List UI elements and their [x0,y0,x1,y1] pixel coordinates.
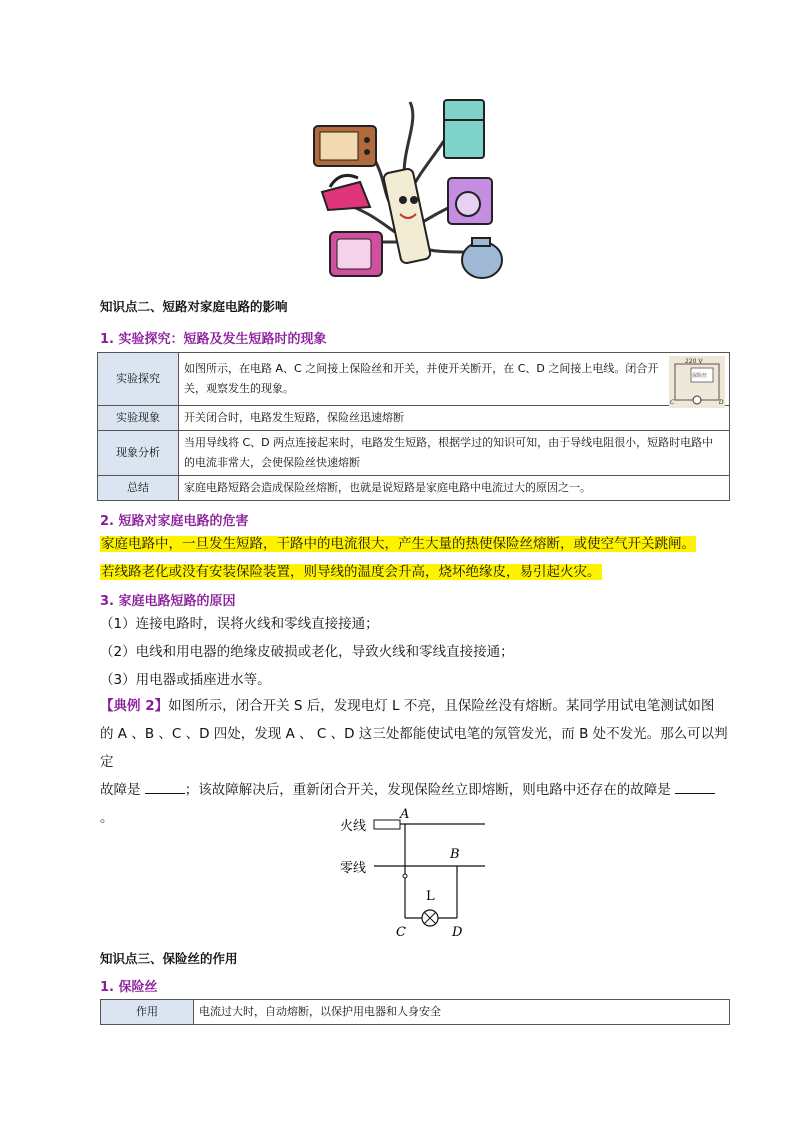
row-label: 实验探究 [98,353,179,406]
hazard-paragraph [100,530,740,586]
lamp-label: L [426,889,435,904]
thumb-fuse-label: 保险丝 [692,373,708,379]
subheading-causes: 3. 家庭电路短路的原因 [100,594,236,609]
row-text: 开关闭合时，电路发生短路，保险丝迅速熔断 [179,406,730,431]
thumb-voltage: 220 V [685,358,703,365]
answer-blank-2[interactable] [675,779,715,794]
row-text: 如图所示，在电路 A、C 之间接上保险丝和开关，并使开关断开，在 C、D 之间接上电线。闭合开关，观察发生的现象。 220 V 保险丝 C D [179,353,730,406]
row-label: 作用 [101,1000,194,1025]
circuit-diagram [330,800,500,940]
table-row [98,431,730,476]
example-question: 【典例 2】如图所示，闭合开关 S 后，发现电灯 L 不亮，且保险丝没有熔断。某同学用试电笔测试如图 的 A 、B 、C 、D 四处，发现 A 、 C 、D 这三处都能使试电笔的氖管发光，而 B 处不发光。那么可以判定 故障是 ；该故障解决后，重新闭合开关，发现保险丝立即熔断，则电路中还存在的故障是 。 [100,698,728,826]
row-label: 总结 [98,476,179,501]
thumb-c-label: C [670,399,675,406]
point-a-label: A [400,807,410,822]
list-item: （1）连接电路时，误将火线和零线直接接通； [100,616,379,632]
fuse-circuit-thumbnail [669,356,725,408]
row-text: 家庭电路短路会造成保险丝熔断，也就是说短路是家庭电路中电流过大的原因之一。 [179,476,730,501]
row-label: 现象分析 [98,431,179,476]
table-row [98,353,730,406]
answer-blank-1[interactable] [145,779,185,794]
subheading-hazard: 2. 短路对家庭电路的危害 [100,514,249,529]
row-text: 当用导线将 C、D 两点连接起来时，电路发生短路，根据学过的知识可知，由于导线电阻很小，短路时电路中的电流非常大，会使保险丝快速熔断 [179,431,730,476]
list-item: （3）用电器或插座进水等。 [100,672,271,688]
overloaded-socket-illustration [300,92,514,292]
point-d-label: D [452,925,463,940]
section-2-title: 知识点二、短路对家庭电路的影响 [100,299,288,314]
thumb-d-label: D [719,399,724,406]
table-row [101,1000,730,1025]
live-wire-label: 火线 [340,819,367,834]
subheading-fuse: 1. 保险丝 [100,980,158,995]
fuse-symbol [374,820,400,829]
table-row [98,406,730,431]
hazard-line-1: 家庭电路中，一旦发生短路，干路中的电流很大，产生大量的热使保险丝熔断，或使空气开关跳闸。 [101,536,695,552]
neutral-wire-label: 零线 [340,861,367,876]
point-b-label: B [450,847,460,862]
point-c-label: C [396,925,406,940]
example-tag: 【典例 2】 [100,698,169,714]
hazard-line-2: 若线路老化或没有安装保险装置，则导线的温度会升高，烧坏绝缘皮，易引起火灾。 [101,564,601,580]
experiment-table [97,352,730,501]
fuse-table [100,999,730,1025]
causes-list [100,610,740,694]
section-3-title: 知识点三、保险丝的作用 [100,951,238,966]
switch-contact [403,874,407,878]
list-item: （2）电线和用电器的绝缘皮破损或老化，导致火线和零线直接接通； [100,644,514,660]
row-label: 实验现象 [98,406,179,431]
row-text: 电流过大时，自动熔断，以保护用电器和人身安全 [194,1000,730,1025]
table-row [98,476,730,501]
subheading-experiment: 1. 实验探究：短路及发生短路时的现象 [100,332,327,347]
